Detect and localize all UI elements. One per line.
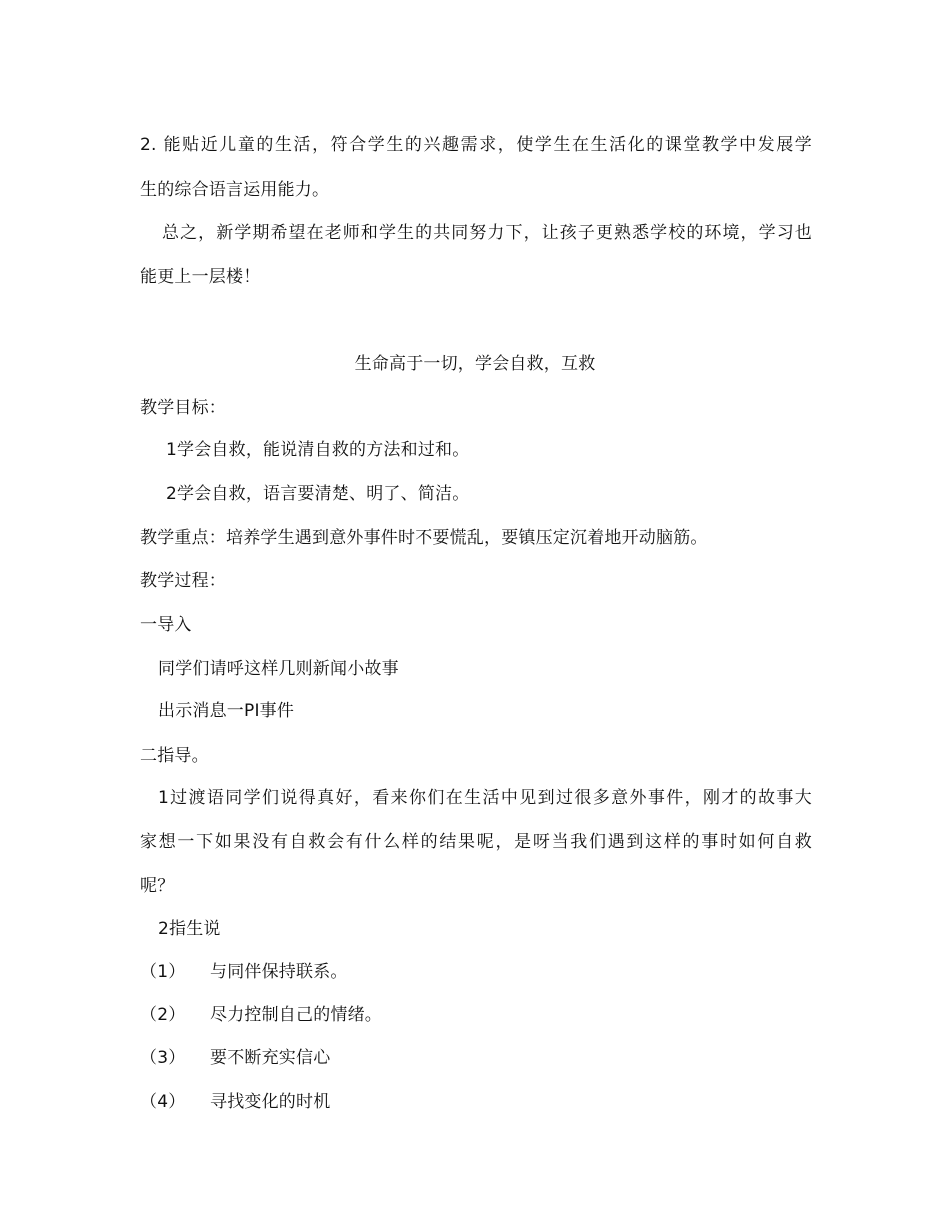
list-item-text: 寻找变化的时机 xyxy=(210,1092,331,1112)
goal-item-2: 2学会自救，语言要清楚、明了、简洁。 xyxy=(166,484,470,504)
section-2-heading: 二指导。 xyxy=(140,746,209,766)
list-item xyxy=(140,1091,330,1113)
goal-item-1: 1学会自救，能说清自救的方法和过和。 xyxy=(166,440,470,460)
transition-line-2: 家想一下如果没有自救会有什么样的结果呢，是呀当我们遇到这样的事时如何自救 xyxy=(140,832,812,852)
transition-line-3: 呢？ xyxy=(140,876,175,896)
list-item-text: 要不断充实信心 xyxy=(210,1048,331,1068)
list-item-number: （2） xyxy=(140,1005,186,1025)
section-1-line-2: 出示消息一PI事件 xyxy=(158,701,295,721)
list-item-number: （3） xyxy=(140,1048,186,1068)
list-item-text: 尽力控制自己的情绪。 xyxy=(210,1005,382,1025)
process-heading: 教学过程： xyxy=(140,571,226,591)
transition-line-1: 1过渡语同学们说得真好，看来你们在生活中见到过很多意外事件，刚才的故事大 xyxy=(158,788,812,808)
paragraph-1-line-2: 生的综合语言运用能力。 xyxy=(140,180,330,200)
list-item xyxy=(140,961,348,983)
list-item xyxy=(140,1004,382,1026)
section-1-line-1: 同学们请呼这样几则新闻小故事 xyxy=(158,659,399,679)
goals-heading: 教学目标： xyxy=(140,398,226,418)
list-item xyxy=(140,1047,330,1069)
paragraph-2-line-1: 总之，新学期希望在老师和学生的共同努力下，让孩子更熟悉学校的环境，学习也 xyxy=(162,223,812,243)
key-point: 教学重点：培养学生遇到意外事件时不要慌乱，要镇压定沉着地开动脑筋。 xyxy=(140,528,708,548)
lesson-title: 生命高于一切，学会自救，互救 xyxy=(354,354,596,374)
list-item-number: （4） xyxy=(140,1092,186,1112)
paragraph-2-line-2: 能更上一层楼！ xyxy=(140,267,261,287)
step-2-label: 2指生说 xyxy=(158,919,221,939)
section-1-heading: 一导入 xyxy=(140,615,192,635)
list-item-text: 与同伴保持联系。 xyxy=(210,962,348,982)
paragraph-1-line-1: 2. 能贴近儿童的生活，符合学生的兴趣需求，使学生在生活化的课堂教学中发展学 xyxy=(140,135,812,155)
list-item-number: （1） xyxy=(140,962,186,982)
